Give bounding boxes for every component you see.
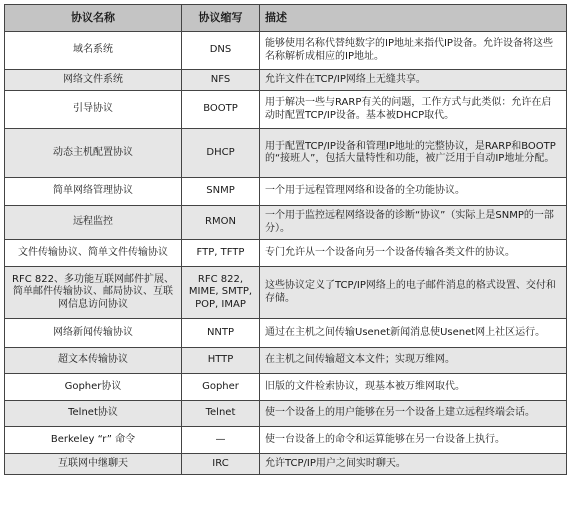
table-body [5, 32, 567, 475]
protocol-abbr-cell: RFC 822, MIME, SMTP, POP, IMAP [182, 267, 260, 319]
table-row [5, 178, 567, 206]
table-row [5, 319, 567, 348]
protocol-name-cell: 远程监控 [5, 206, 182, 240]
table-row [5, 267, 567, 319]
protocol-abbr-cell: RMON [182, 206, 260, 240]
protocol-name-cell: 域名系统 [5, 32, 182, 70]
protocol-abbr-cell: HTTP [182, 348, 260, 374]
protocol-name-cell: 文件传输协议、简单文件传输协议 [5, 240, 182, 267]
protocol-desc-cell: 通过在主机之间传输Usenet新闻消息使Usenet网上社区运行。 [260, 319, 567, 348]
protocol-desc-cell: 专门允许从一个设备向另一个设备传输各类文件的协议。 [260, 240, 567, 267]
protocol-name-cell: 简单网络管理协议 [5, 178, 182, 206]
protocol-abbr-cell: FTP, TFTP [182, 240, 260, 267]
table-row [5, 129, 567, 178]
header-description: 描述 [260, 5, 567, 32]
table-row [5, 401, 567, 427]
protocol-desc-cell: 用于解决一些与RARP有关的问题，工作方式与此类似：允许在启动时配置TCP/IP设备。基本被DHCP取代。 [260, 91, 567, 129]
protocol-name-cell: 动态主机配置协议 [5, 129, 182, 178]
protocol-desc-cell: 用于配置TCP/IP设备和管理IP地址的完整协议，是RARP和BOOTP的“接班人”，包括大量特性和功能，被广泛用于自动IP地址分配。 [260, 129, 567, 178]
protocol-desc-cell: 允许TCP/IP用户之间实时聊天。 [260, 454, 567, 475]
protocol-name-cell: 网络新闻传输协议 [5, 319, 182, 348]
protocol-table [4, 4, 567, 475]
protocol-abbr-cell: Telnet [182, 401, 260, 427]
protocol-abbr-cell: SNMP [182, 178, 260, 206]
table-row [5, 427, 567, 454]
protocol-name-cell: 网络文件系统 [5, 70, 182, 91]
protocol-name-cell: Gopher协议 [5, 374, 182, 401]
table-row [5, 32, 567, 70]
protocol-desc-cell: 旧版的文件检索协议，现基本被万维网取代。 [260, 374, 567, 401]
protocol-desc-cell: 这些协议定义了TCP/IP网络上的电子邮件消息的格式设置、交付和存储。 [260, 267, 567, 319]
table-header-row [5, 5, 567, 32]
protocol-desc-cell: 一个用于监控远程网络设备的诊断“协议”（实际上是SNMP的一部分）。 [260, 206, 567, 240]
protocol-name-cell: 引导协议 [5, 91, 182, 129]
table-row [5, 70, 567, 91]
protocol-name-cell: 超文本传输协议 [5, 348, 182, 374]
protocol-name-cell: 互联网中继聊天 [5, 454, 182, 475]
header-protocol-abbr: 协议缩写 [182, 5, 260, 32]
protocol-abbr-cell: NFS [182, 70, 260, 91]
protocol-desc-cell: 能够使用名称代替纯数字的IP地址来指代IP设备。允许设备将这些名称解析成相应的IP地址。 [260, 32, 567, 70]
table-row [5, 454, 567, 475]
protocol-desc-cell: 一个用于远程管理网络和设备的全功能协议。 [260, 178, 567, 206]
protocol-abbr-cell: DNS [182, 32, 260, 70]
protocol-name-cell: Berkeley “r” 命令 [5, 427, 182, 454]
protocol-abbr-cell: NNTP [182, 319, 260, 348]
protocol-desc-cell: 使一个设备上的用户能够在另一个设备上建立远程终端会话。 [260, 401, 567, 427]
protocol-abbr-cell: DHCP [182, 129, 260, 178]
table-row [5, 240, 567, 267]
protocol-desc-cell: 使一台设备上的命令和运算能够在另一台设备上执行。 [260, 427, 567, 454]
protocol-name-cell: Telnet协议 [5, 401, 182, 427]
protocol-desc-cell: 在主机之间传输超文本文件；实现万维网。 [260, 348, 567, 374]
protocol-name-cell: RFC 822、多功能互联网邮件扩展、简单邮件传输协议、邮局协议、互联网信息访问协议 [5, 267, 182, 319]
protocol-abbr-cell: Gopher [182, 374, 260, 401]
protocol-desc-cell: 允许文件在TCP/IP网络上无缝共享。 [260, 70, 567, 91]
table-row [5, 374, 567, 401]
protocol-abbr-cell: — [182, 427, 260, 454]
protocol-abbr-cell: BOOTP [182, 91, 260, 129]
protocol-abbr-cell: IRC [182, 454, 260, 475]
header-protocol-name: 协议名称 [5, 5, 182, 32]
table-row [5, 206, 567, 240]
table-row [5, 91, 567, 129]
table-row [5, 348, 567, 374]
